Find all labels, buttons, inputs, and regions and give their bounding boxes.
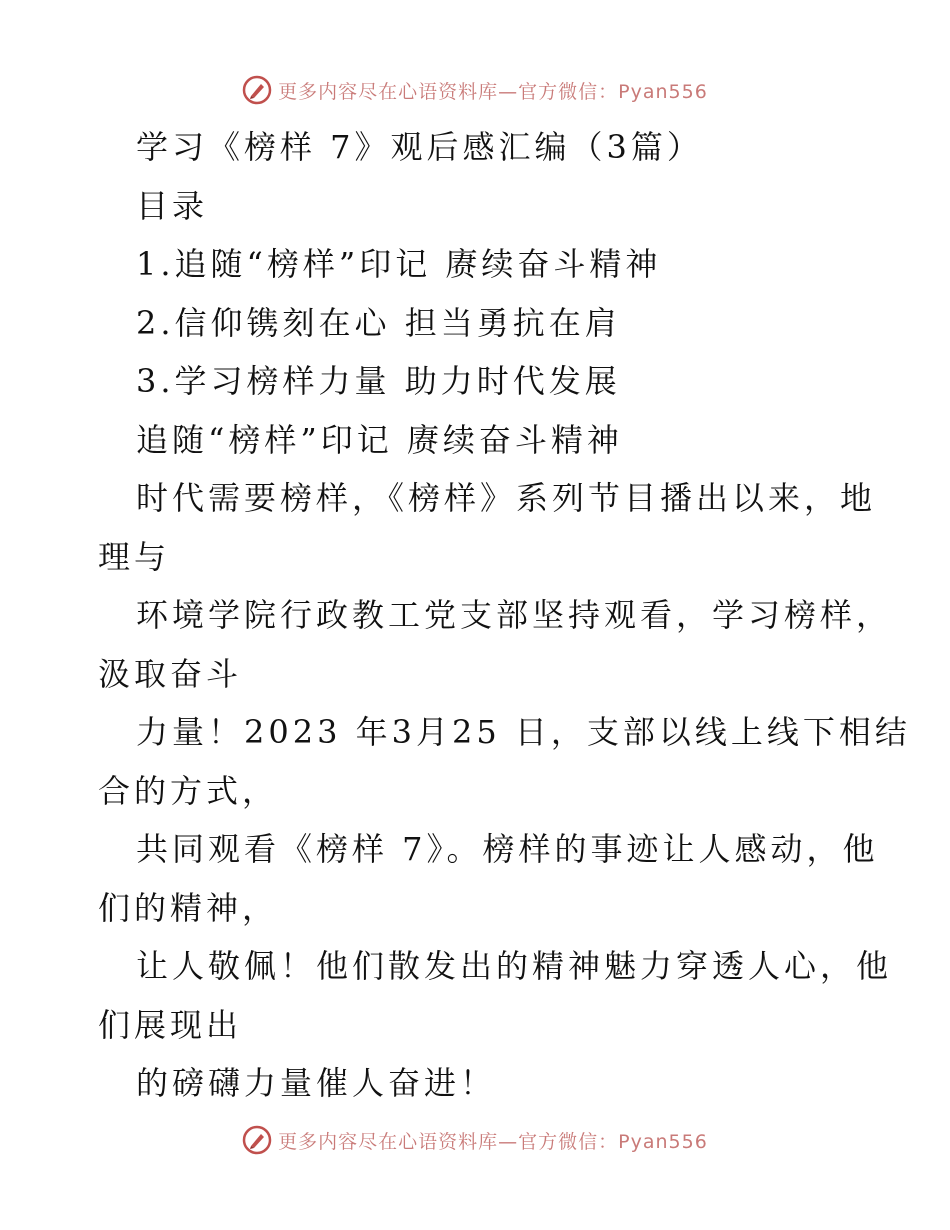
watermark-text: 更多内容尽在心语资料库—官方微信：Pyan556	[278, 80, 708, 103]
paragraph-line: 的磅礴力量催人奋进！	[136, 1064, 497, 1102]
document-body	[98, 118, 911, 1113]
document-title: 学习《榜样 7》观后感汇编（3篇）	[136, 128, 703, 166]
paragraph-line: 时代需要榜样，《榜样》系列节目播出以来，地	[136, 479, 877, 517]
toc-heading: 目录	[136, 186, 209, 225]
toc-item-1: 1.追随“榜样”印记 赓续奋斗精神	[136, 245, 662, 283]
footer-watermark	[0, 1122, 950, 1158]
toc-item-3: 3.学习榜样力量 助力时代发展	[136, 362, 621, 400]
pen-logo-icon	[242, 75, 272, 105]
toc-item-2: 2.信仰镌刻在心 担当勇抗在肩	[136, 303, 621, 342]
paragraph-line: 力量！2023 年3月25 日，支部以线上线下相结	[136, 713, 911, 751]
paragraph-line: 汲取奋斗	[98, 654, 243, 693]
paragraph-line: 理与	[98, 537, 171, 576]
paragraph-line: 们展现出	[98, 1005, 243, 1044]
watermark-text: 更多内容尽在心语资料库—官方微信：Pyan556	[278, 1130, 708, 1153]
paragraph-line: 合的方式，	[98, 771, 279, 810]
section-heading: 追随“榜样”印记 赓续奋斗精神	[136, 420, 623, 459]
paragraph-line: 让人敬佩！他们散发出的精神魅力穿透人心，他	[136, 947, 893, 985]
header-watermark	[0, 72, 950, 108]
pen-logo-icon	[242, 1125, 272, 1155]
paragraph-line: 环境学院行政教工党支部坚持观看，学习榜样，	[136, 596, 893, 634]
paragraph-line: 们的精神，	[98, 888, 279, 927]
paragraph-line: 共同观看《榜样 7》。榜样的事迹让人感动，他	[136, 830, 879, 868]
